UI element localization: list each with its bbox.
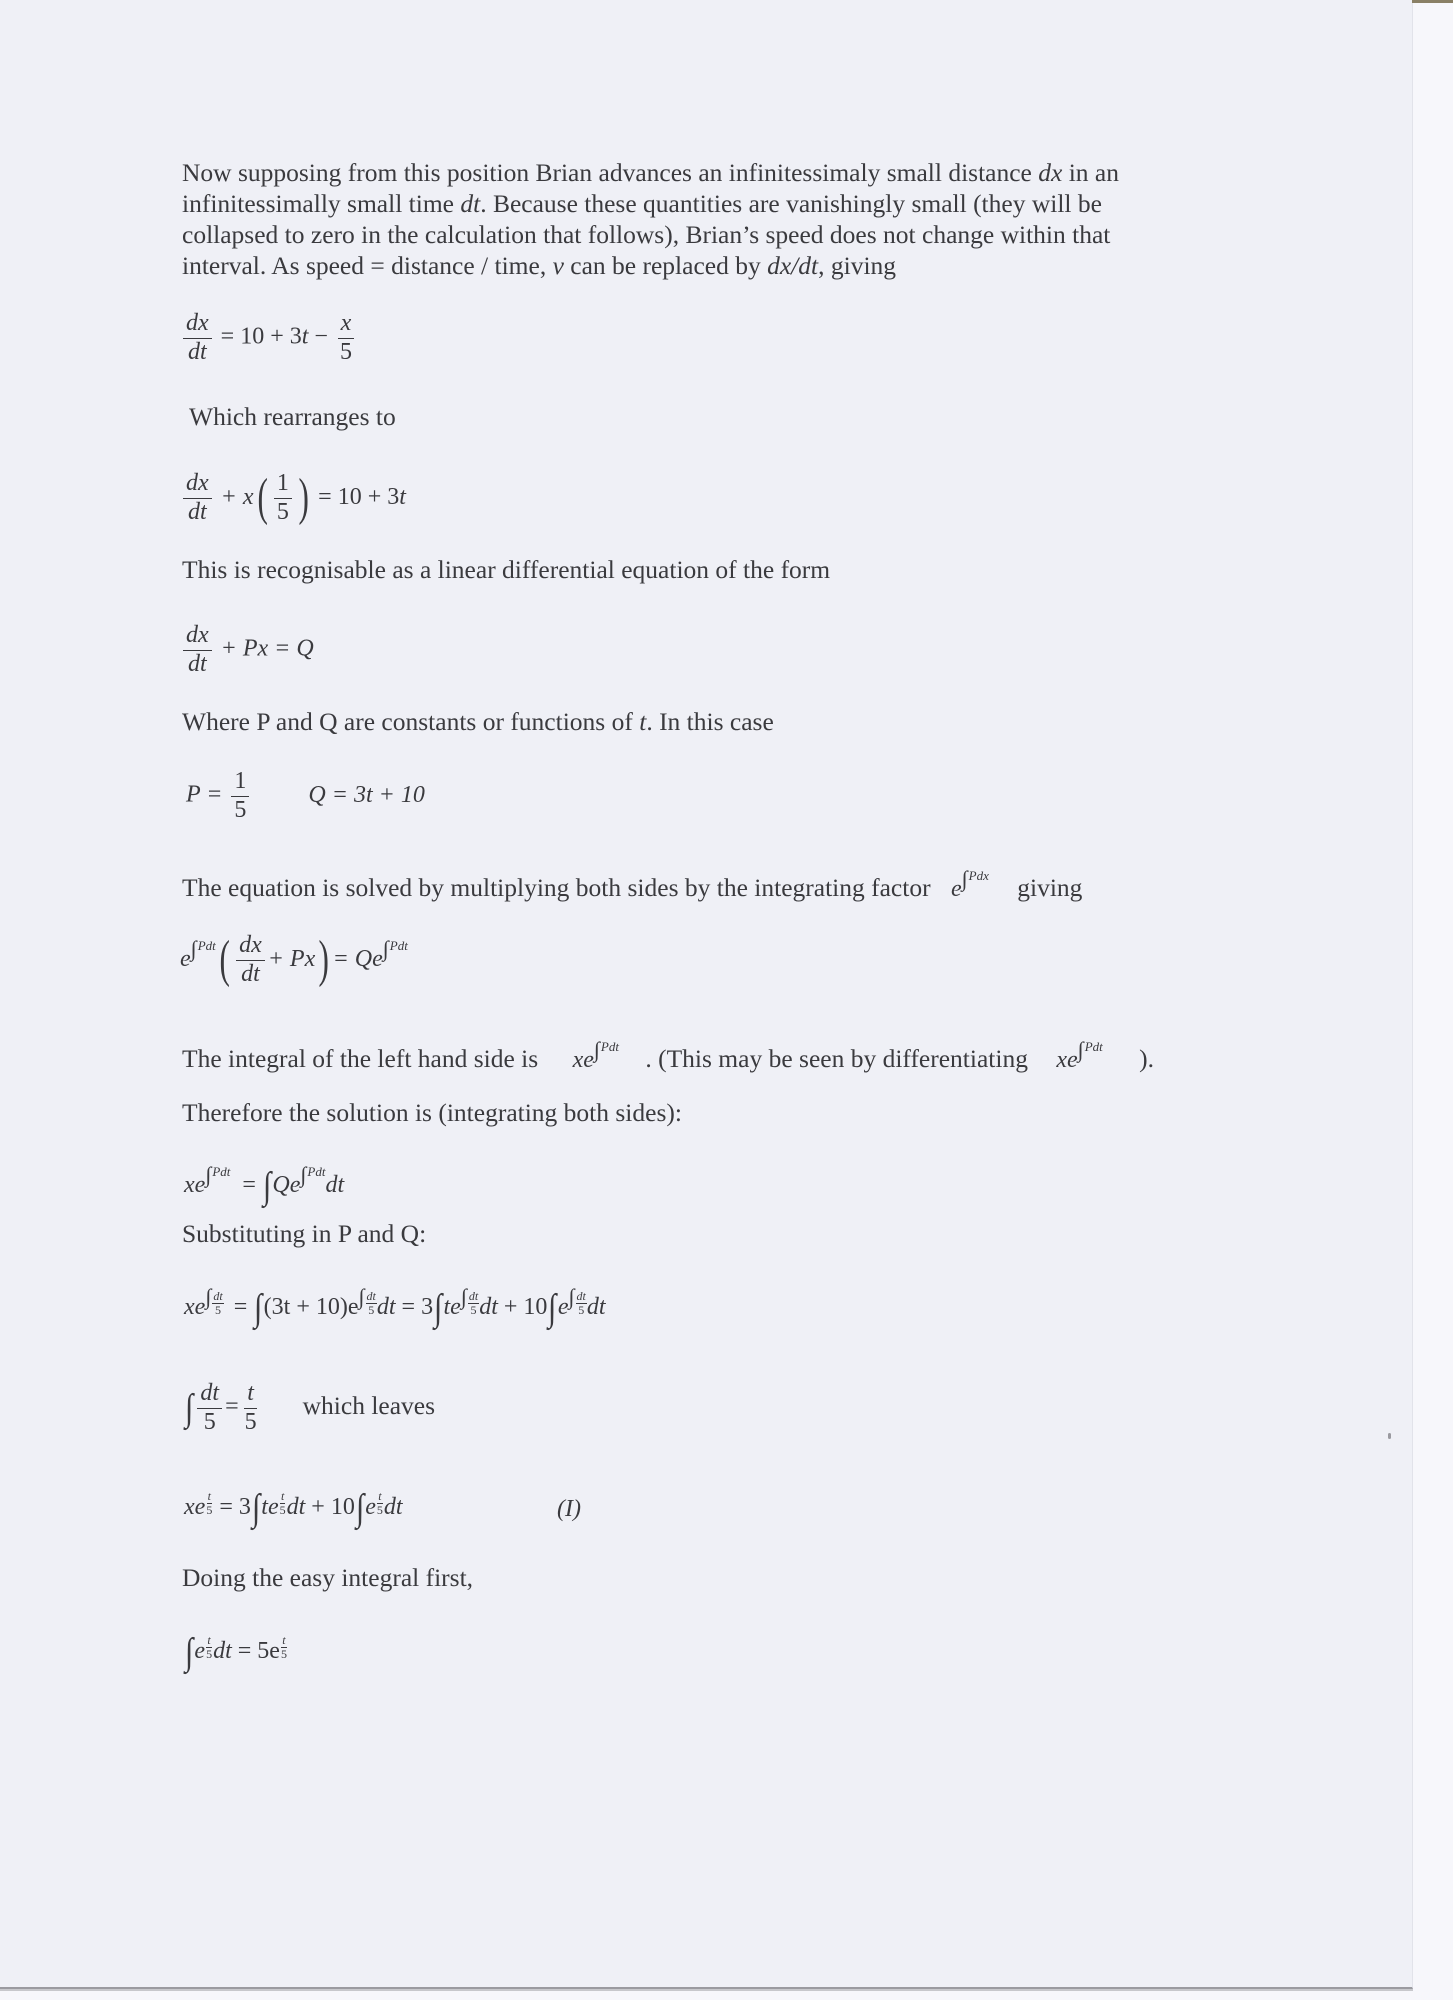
exponent: Pdx (968, 868, 989, 883)
fraction-1-5 (274, 470, 292, 526)
exponent: Pdt (600, 1039, 619, 1054)
dt: dt (479, 1294, 498, 1320)
right-paren: ) (318, 931, 330, 988)
integral-icon: ∫ (262, 1165, 272, 1207)
numerator: t (247, 1380, 254, 1406)
intro-v: v (552, 251, 564, 280)
lhs-expression-2 (1056, 1037, 1103, 1073)
integral-icon: ∫ (460, 1284, 467, 1309)
left-paren: ( (256, 469, 268, 526)
equals-3: = 3 (401, 1294, 434, 1320)
scanner-edge (1412, 0, 1453, 3)
integral-icon: ∫ (961, 866, 968, 891)
numerator: dx (239, 932, 262, 959)
plus-10: + 10 (311, 1494, 355, 1520)
denominator: 5 (470, 1302, 477, 1317)
if-text-2: giving (1017, 873, 1083, 902)
integral-icon: ∫ (205, 1284, 212, 1309)
numerator: dt (366, 1289, 376, 1303)
lhs-text-3: ). (1139, 1044, 1154, 1073)
numerator: t (207, 1489, 211, 1503)
denominator: 5 (206, 1502, 213, 1517)
numerator: t (280, 1489, 285, 1503)
e: e (194, 1638, 206, 1664)
fraction-dx-dt (183, 470, 212, 526)
equation-1 (180, 310, 358, 366)
denominator: 5 (280, 1646, 287, 1661)
dt: dt (325, 1172, 345, 1198)
numerator: dx (186, 470, 209, 497)
integral-icon: ∫ (185, 1386, 194, 1429)
exponent-fraction (468, 1290, 479, 1316)
dt: dt (376, 1294, 396, 1320)
qe: Qe (272, 1172, 301, 1198)
eq1-minus: − (308, 323, 328, 350)
numerator: t (378, 1489, 382, 1503)
eq2-rhs: = 10 + 3 (318, 484, 400, 510)
intro-dxdt: dx/dt (767, 251, 819, 280)
denominator: 5 (368, 1302, 375, 1317)
equation-10 (184, 1630, 288, 1674)
equation-7 (184, 1284, 606, 1330)
denominator: dt (187, 498, 207, 525)
scan-speck (1388, 1433, 1391, 1439)
equation-4 (186, 768, 425, 824)
exponent-fraction (212, 1290, 223, 1316)
where-text-1: Where P and Q are constants or functions of (182, 707, 640, 736)
integral-icon: ∫ (254, 1287, 263, 1329)
numerator: t (282, 1633, 286, 1647)
fraction-1-5 (231, 768, 249, 824)
denominator: 5 (244, 1408, 257, 1435)
intro-text-5: , giving (818, 251, 897, 280)
intro-text-3: . Because these quantities are vanishingly small (they will be collapsed to zero in the calculation that follows), Brian’s speed does not change within that interval. As speed = distance / time, (182, 189, 1111, 280)
e: e (180, 946, 191, 972)
numerator: x (340, 310, 352, 336)
numerator: 1 (231, 768, 249, 797)
fraction-dt-5 (197, 1380, 222, 1436)
integral-icon: ∫ (358, 1284, 365, 1309)
e: e (365, 1494, 376, 1520)
p-lhs: P = (186, 781, 223, 808)
denominator: 5 (276, 498, 289, 525)
denominator: 5 (234, 796, 247, 823)
rhs-5e: = 5e (237, 1638, 280, 1664)
exponent: Pdt (212, 1164, 231, 1179)
denominator: dt (241, 960, 260, 987)
denominator: dt (187, 650, 207, 677)
denominator: 5 (206, 1646, 213, 1661)
rearranges-label: Which rearranges to (189, 402, 396, 431)
integral-icon: ∫ (382, 936, 389, 961)
dt: dt (586, 1294, 606, 1320)
dt: dt (286, 1494, 306, 1520)
right-paren: ) (298, 469, 309, 526)
intro-text-2: in an infinitessimally small time (182, 158, 1119, 218)
denominator: 5 (279, 1502, 286, 1517)
plus-10: + 10 (503, 1294, 548, 1320)
integral-icon: ∫ (568, 1284, 575, 1309)
exponent-fraction (376, 1490, 384, 1516)
xe: xe (1056, 1047, 1078, 1073)
eq1-rhs: = 10 + 3 (220, 323, 302, 350)
equation-9 (184, 1486, 403, 1530)
integral-icon: ∫ (185, 1631, 194, 1673)
dt: dt (383, 1494, 403, 1520)
fraction-dx-dt (183, 310, 212, 366)
exponent-fraction (280, 1634, 288, 1660)
lhs-text-2: . (This may be seen by differentiating (645, 1044, 1028, 1073)
fraction-dx-dt (236, 932, 265, 988)
equation-2 (180, 468, 406, 527)
exponent: Pdt (307, 1164, 326, 1179)
eq2-t: t (399, 484, 406, 510)
q-definition: Q = 3t + 10 (308, 781, 425, 808)
equals: = (233, 1294, 248, 1320)
integral-icon: ∫ (1077, 1037, 1084, 1062)
exponent-fraction (576, 1290, 587, 1316)
intro-paragraph (182, 157, 1182, 281)
equation-3 (180, 622, 314, 678)
easy-integral-label: Doing the easy integral first, (182, 1563, 474, 1592)
left-paren: ( (219, 931, 230, 988)
exponent-fraction (205, 1634, 213, 1660)
integral-icon: ∫ (190, 936, 197, 961)
dt: dt (213, 1638, 232, 1664)
integral-icon: ∫ (434, 1287, 443, 1329)
numerator: dt (468, 1289, 479, 1303)
eq5-plus-px: + Px (267, 946, 316, 972)
fraction-x-5 (337, 310, 355, 366)
denominator: 5 (578, 1302, 585, 1317)
exponent: Pdt (197, 938, 216, 953)
equation-6 (184, 1162, 344, 1208)
denominator: 5 (339, 338, 352, 365)
xe: xe (572, 1047, 594, 1073)
exponent-fraction (279, 1490, 287, 1516)
where-t: t (639, 707, 647, 736)
which-leaves-label: which leaves (302, 1390, 436, 1420)
lhs-text-1: The integral of the left hand side is (182, 1044, 539, 1073)
equation-tag (557, 1496, 581, 1523)
if-expression (950, 866, 989, 902)
xe: xe (184, 1294, 206, 1320)
numerator: 1 (274, 470, 292, 499)
linear-form-label: This is recognisable as a linear differential equation of the form (182, 555, 831, 584)
denominator: 5 (215, 1302, 222, 1317)
eq1-t: t (301, 323, 309, 350)
integral-icon: ∫ (593, 1037, 600, 1062)
numerator: dt (576, 1289, 586, 1303)
te: te (443, 1294, 461, 1320)
exponent-fraction (366, 1290, 377, 1316)
te: te (261, 1494, 279, 1520)
integral-icon: ∫ (300, 1162, 307, 1187)
equals: = (242, 1172, 256, 1198)
integral-icon: ∫ (205, 1162, 212, 1187)
integral-icon: ∫ (548, 1287, 557, 1329)
lhs-expression-1 (572, 1037, 619, 1073)
denominator: 5 (376, 1502, 383, 1517)
numerator: dt (213, 1289, 223, 1303)
equals-3: = 3 (219, 1494, 251, 1520)
intro-dt: dt (460, 189, 481, 218)
lhs-integral-label (182, 1037, 1154, 1074)
where-label (182, 707, 774, 737)
denominator: 5 (203, 1408, 216, 1435)
exponent: Pdt (1084, 1039, 1103, 1054)
numerator: dt (200, 1380, 220, 1406)
integrating-factor-label (182, 866, 1082, 903)
fraction-t-5 (242, 1380, 260, 1436)
eq3-rhs: + Px = Q (220, 635, 314, 662)
intro-dx: dx (1038, 158, 1063, 187)
fraction-dx-dt (183, 622, 212, 678)
eq5-rhs: = Qe (332, 946, 383, 972)
numerator: dx (186, 310, 209, 336)
denominator: dt (187, 338, 207, 365)
term-3t-plus-10-e: (3t + 10)e (263, 1294, 359, 1320)
intro-text-4: can be replaced by (563, 251, 768, 280)
e: e (557, 1294, 569, 1320)
numerator: dx (186, 622, 209, 648)
equation-8 (184, 1380, 435, 1436)
equation-5 (180, 930, 408, 989)
e: e (950, 876, 962, 902)
integral-icon: ∫ (251, 1487, 261, 1529)
substituting-label: Substituting in P and Q: (182, 1219, 427, 1248)
integral-icon: ∫ (355, 1487, 365, 1529)
exponent: Pdt (389, 938, 408, 953)
equals: = (225, 1393, 239, 1420)
where-text-2: . In this case (646, 707, 774, 736)
solution-label: Therefore the solution is (integrating both sides): (182, 1098, 682, 1127)
exponent-fraction (205, 1490, 213, 1516)
intro-text-1: Now supposing from this position Brian advances an infinitessimaly small distance (182, 158, 1039, 187)
eq2-plus-x: + x (220, 484, 254, 510)
xe: xe (184, 1494, 206, 1520)
tag-I: (I) (557, 1496, 581, 1522)
xe: xe (184, 1172, 206, 1198)
numerator: t (207, 1633, 211, 1647)
if-text-1: The equation is solved by multiplying both sides by the integrating factor (182, 873, 931, 902)
